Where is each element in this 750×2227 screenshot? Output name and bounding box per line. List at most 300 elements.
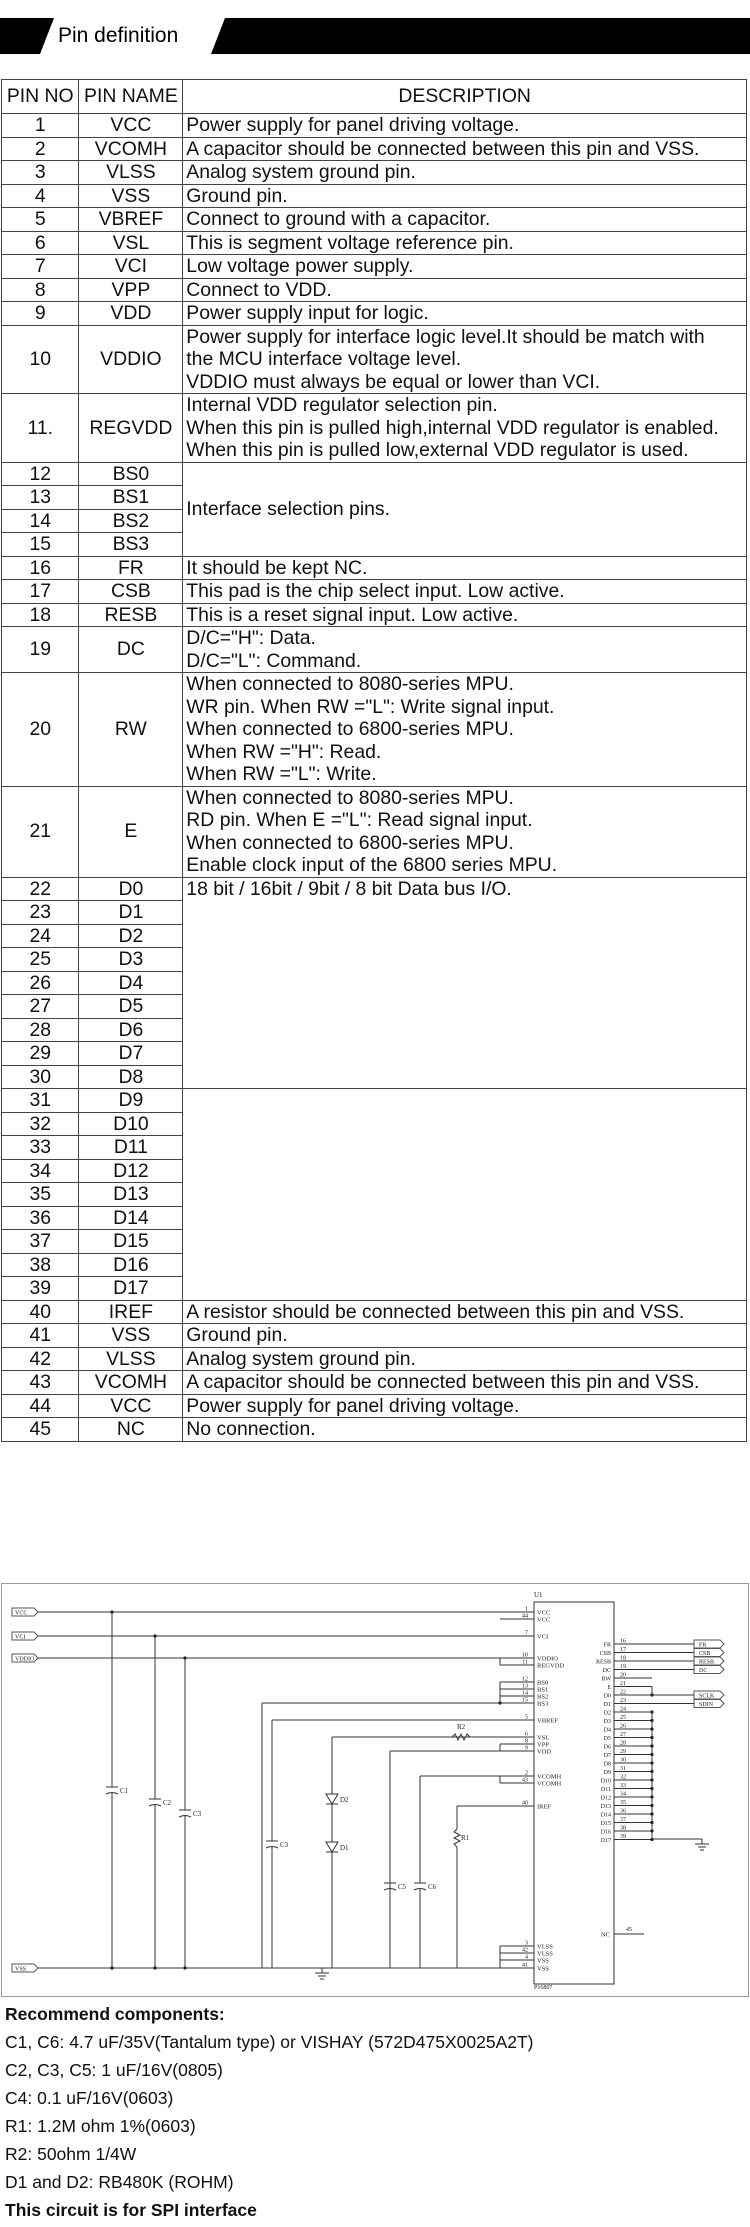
pin-name-label: VSS — [537, 1965, 549, 1973]
table-row — [2, 137, 747, 161]
resistor-label: R2 — [457, 1723, 466, 1731]
net-tag-label: VDDIO — [15, 1656, 35, 1663]
pin-number-cell: 8 — [2, 278, 79, 302]
pin-number-cell: 41 — [2, 1324, 79, 1348]
pin-name-cell: VSL — [79, 231, 183, 255]
pin-number-label: 21 — [620, 1681, 626, 1687]
pin-description-cell — [183, 1324, 747, 1348]
pin-name-label: D16 — [600, 1829, 611, 1836]
pin-number-cell: 17 — [2, 580, 79, 604]
pin-description-cell — [183, 877, 747, 1089]
pin-number-cell: 22 — [2, 877, 79, 901]
pin-number-label: 14 — [522, 1690, 528, 1697]
table-row — [2, 1418, 747, 1442]
pin-name-label: VLSS — [537, 1943, 553, 1951]
pin-description-cell — [183, 1418, 747, 1442]
pin-description-cell — [183, 1347, 747, 1371]
pin-number-label: 28 — [620, 1740, 626, 1747]
pin-name-label: D10 — [600, 1778, 611, 1785]
pin-name-cell: VBREF — [79, 208, 183, 232]
description-line: Power supply for panel driving voltage. — [186, 114, 520, 136]
pin-number-label: 20 — [620, 1672, 626, 1679]
pin-name-label: D4 — [603, 1727, 611, 1734]
pin-number-label: 18 — [620, 1655, 626, 1662]
pin-number-cell: 32 — [2, 1112, 79, 1136]
pin-number-label: 42 — [522, 1947, 528, 1954]
pin-name-label: BS2 — [537, 1693, 549, 1701]
description-line: When connected to 8080-series MPU. — [186, 673, 514, 695]
pin-number-label: 13 — [522, 1683, 528, 1690]
pin-number-label: 19 — [620, 1664, 626, 1670]
description-line: Interface selection pins. — [186, 497, 391, 520]
junction-dot — [650, 1787, 653, 1790]
pin-number-label: 30 — [620, 1757, 626, 1764]
pin-name-label: D12 — [600, 1795, 611, 1802]
description-line: Power supply for panel driving voltage. — [186, 1394, 520, 1417]
pin-number-label: 7 — [525, 1630, 528, 1637]
description-line: When RW ="L": Write. — [186, 763, 377, 785]
column-header-description: DESCRIPTION — [183, 80, 747, 114]
pin-number-cell: 19 — [2, 627, 79, 673]
table-row — [2, 325, 747, 394]
circuit-schematic — [2, 1584, 748, 1996]
pin-number-label: 23 — [620, 1698, 626, 1704]
description-line: When connected to 8080-series MPU. — [186, 786, 514, 809]
pin-number-label: 43 — [522, 1777, 528, 1784]
table-header-row — [2, 80, 747, 114]
table-row — [2, 877, 747, 901]
column-header-pin-name: PIN NAME — [79, 80, 183, 114]
pin-description-cell — [183, 184, 747, 208]
pin-number-cell: 20 — [2, 673, 79, 787]
pin-number-cell: 11. — [2, 394, 79, 463]
table-row — [2, 208, 747, 232]
pin-name-label: VSS — [537, 1957, 549, 1965]
pin-name-cell: VCOMH — [79, 137, 183, 161]
table-row — [2, 114, 747, 138]
pin-number-label: 15 — [522, 1697, 528, 1704]
pin-number-cell: 28 — [2, 1018, 79, 1042]
chip-reference: U1 — [534, 1591, 543, 1599]
pin-description-cell — [183, 556, 747, 580]
pin-number-cell: 21 — [2, 786, 79, 877]
pin-name-cell: BS2 — [79, 509, 183, 533]
diode-label: D1 — [340, 1844, 349, 1852]
pin-name-cell: VSS — [79, 1324, 183, 1348]
pin-number-cell: 5 — [2, 208, 79, 232]
junction-dot — [110, 1610, 113, 1613]
net-tag-label: VCI — [15, 1634, 26, 1641]
net-tag-label: SDIN — [699, 1702, 714, 1708]
net-tag-label: VCC — [15, 1610, 28, 1617]
pin-name-cell: D15 — [79, 1230, 183, 1254]
pin-number-cell: 7 — [2, 255, 79, 279]
table-row — [2, 1300, 747, 1324]
junction-dot — [183, 1656, 186, 1659]
pin-name-cell: D8 — [79, 1065, 183, 1089]
pin-name-cell: D6 — [79, 1018, 183, 1042]
table-row — [2, 255, 747, 279]
pin-name-cell: RESB — [79, 603, 183, 627]
pin-name-label: D5 — [603, 1736, 611, 1742]
pin-name-label: D7 — [603, 1753, 611, 1759]
description-line: RD pin. When E ="L": Read signal input. — [186, 809, 533, 831]
description-line: A capacitor should be connected between this pin and VSS. — [186, 1371, 700, 1393]
resistor-r1 — [454, 1829, 460, 1847]
pin-number-label: 6 — [525, 1731, 528, 1738]
pin-name-label: D9 — [603, 1770, 611, 1776]
pin-number-cell: 34 — [2, 1159, 79, 1183]
pin-name-label: VDD — [537, 1748, 552, 1756]
pin-number-label: 11 — [522, 1659, 528, 1666]
pin-name-label: VCC — [537, 1616, 551, 1624]
pin-name-cell: D11 — [79, 1136, 183, 1160]
pin-number-cell: 12 — [2, 462, 79, 486]
pin-name-label: D6 — [603, 1744, 611, 1751]
pin-name-cell: D17 — [79, 1277, 183, 1301]
junction-dot — [650, 1778, 653, 1781]
pin-description-cell — [183, 1089, 747, 1301]
pin-description-cell — [183, 673, 747, 787]
diode-d2 — [326, 1794, 338, 1804]
pin-description-cell — [183, 302, 747, 326]
pin-name-cell: D9 — [79, 1089, 183, 1113]
pin-number-cell: 15 — [2, 533, 79, 557]
description-line: When this pin is pulled high,internal VDD regulator is enabled. — [186, 416, 719, 439]
pin-name-label: D13 — [600, 1804, 611, 1810]
pin-number-cell: 40 — [2, 1300, 79, 1324]
description-line: D/C="L": Command. — [186, 649, 362, 672]
net-tag-label: CSB — [699, 1651, 711, 1657]
table-row — [2, 1371, 747, 1395]
pin-name-label: NC — [600, 1931, 610, 1939]
description-line: D/C="H": Data. — [186, 627, 316, 649]
component-note: C1, C6: 4.7 uF/35V(Tantalum type) or VISHAY (572D475X0025A2T) — [5, 2032, 534, 2052]
junction-dot — [650, 1804, 653, 1807]
description-line: Connect to ground with a capacitor. — [186, 208, 491, 230]
table-row — [2, 1347, 747, 1371]
pin-number-cell: 1 — [2, 114, 79, 138]
pin-number-cell: 39 — [2, 1277, 79, 1301]
pin-name-cell: BS0 — [79, 462, 183, 486]
description-line: It should be kept NC. — [186, 556, 368, 579]
pin-description-cell — [183, 231, 747, 255]
column-header-pin-no: PIN NO — [2, 80, 79, 114]
junction-dot — [650, 1838, 653, 1841]
pin-number-label: 40 — [522, 1800, 528, 1807]
description-line: When this pin is pulled low,external VDD regulator is used. — [186, 439, 689, 461]
pin-number-label: 3 — [525, 1940, 528, 1947]
junction-dot — [650, 1770, 653, 1773]
pin-number-cell: 14 — [2, 509, 79, 533]
pin-number-cell: 45 — [2, 1418, 79, 1442]
pin-name-label: VPP — [537, 1741, 549, 1749]
description-line: the MCU interface voltage level. — [186, 348, 462, 370]
pin-number-cell: 38 — [2, 1253, 79, 1277]
pin-description-cell — [183, 1394, 747, 1418]
pin-number-cell: 9 — [2, 302, 79, 326]
pin-name-cell: E — [79, 786, 183, 877]
pin-number-label: 26 — [620, 1723, 626, 1730]
description-line: Power supply for interface logic level.It should be match with — [186, 325, 705, 348]
pin-number-label: 27 — [620, 1732, 626, 1738]
pin-description-cell — [183, 394, 747, 463]
junction-dot — [650, 1761, 653, 1764]
table-row — [2, 1324, 747, 1348]
table-row — [2, 603, 747, 627]
pin-number-cell: 36 — [2, 1206, 79, 1230]
description-line: A capacitor should be connected between this pin and VSS. — [186, 137, 700, 160]
table-row — [2, 1394, 747, 1418]
pin-name-label: D11 — [600, 1787, 611, 1793]
pin-description-cell — [183, 137, 747, 161]
pin-number-cell: 10 — [2, 325, 79, 394]
pin-number-label: 9 — [525, 1745, 528, 1752]
pin-number-cell: 29 — [2, 1042, 79, 1066]
net-tag-label: VSS — [15, 1966, 27, 1973]
net-tag-label: FR — [699, 1642, 707, 1649]
pin-name-cell: REGVDD — [79, 394, 183, 463]
pin-name-cell: D3 — [79, 948, 183, 972]
table-row — [2, 580, 747, 604]
pin-number-label: 39 — [620, 1834, 626, 1840]
description-line: WR pin. When RW ="L": Write signal input. — [186, 695, 555, 718]
pin-name-cell: D12 — [79, 1159, 183, 1183]
pin-description-cell — [183, 462, 747, 556]
description-line: Connect to VDD. — [186, 278, 332, 301]
pin-name-cell: D1 — [79, 901, 183, 925]
pin-description-cell — [183, 255, 747, 279]
pin-name-label: D8 — [603, 1761, 611, 1768]
pin-number-label: 44 — [522, 1613, 528, 1620]
application-circuit — [1, 1583, 749, 1997]
pin-description-cell — [183, 786, 747, 877]
pin-description-cell — [183, 278, 747, 302]
pin-name-cell: D10 — [79, 1112, 183, 1136]
pin-name-cell: VCI — [79, 255, 183, 279]
description-line: No connection. — [186, 1418, 316, 1440]
pin-name-label: VCOMH — [537, 1780, 562, 1788]
pin-name-label: D0 — [603, 1693, 611, 1700]
table-row — [2, 231, 747, 255]
pin-name-cell: BS1 — [79, 486, 183, 510]
pin-name-cell: D5 — [79, 995, 183, 1019]
pin-number-cell: 31 — [2, 1089, 79, 1113]
pin-name-cell: CSB — [79, 580, 183, 604]
pin-name-label: VBREF — [537, 1717, 558, 1725]
pin-name-cell: VSS — [79, 184, 183, 208]
component-note: C2, C3, C5: 1 uF/16V(0805) — [5, 2060, 223, 2080]
pin-name-label: D17 — [600, 1838, 611, 1844]
pin-number-cell: 37 — [2, 1230, 79, 1254]
pin-name-label: REGVDD — [537, 1662, 565, 1670]
description-line: Ground pin. — [186, 1324, 288, 1346]
pin-number-cell: 44 — [2, 1394, 79, 1418]
description-line: This pad is the chip select input. Low active. — [186, 580, 565, 602]
pin-name-label: BS0 — [537, 1679, 549, 1687]
pin-number-label: 4 — [525, 1954, 528, 1961]
junction-dot — [650, 1719, 653, 1722]
pin-number-label: 38 — [620, 1825, 626, 1832]
pin-description-cell — [183, 627, 747, 673]
pin-name-cell: D0 — [79, 877, 183, 901]
description-line: Analog system ground pin. — [186, 161, 416, 183]
component-note: D1 and D2: RB480K (ROHM) — [5, 2172, 234, 2192]
capacitor-label: C3 — [193, 1810, 202, 1818]
pin-number-label: 31 — [620, 1766, 626, 1772]
pin-name-label: D3 — [603, 1719, 611, 1725]
junction-dot — [650, 1727, 653, 1730]
pin-number-cell: 3 — [2, 161, 79, 185]
pin-number-label: 25 — [620, 1715, 626, 1721]
pin-number-cell: 2 — [2, 137, 79, 161]
pin-number-label: 35 — [620, 1800, 626, 1806]
table-row — [2, 302, 747, 326]
pin-description-cell — [183, 114, 747, 138]
pin-number-label: 36 — [620, 1808, 626, 1815]
table-row — [2, 278, 747, 302]
junction-dot — [110, 1966, 113, 1969]
junction-dot — [650, 1795, 653, 1798]
pin-number-cell: 30 — [2, 1065, 79, 1089]
component-note: R2: 50ohm 1/4W — [5, 2144, 137, 2164]
pin-name-cell: VCOMH — [79, 1371, 183, 1395]
pin-name-cell: D14 — [79, 1206, 183, 1230]
pin-name-label: VLSS — [537, 1950, 553, 1958]
table-row — [2, 462, 747, 486]
pin-name-cell: VPP — [79, 278, 183, 302]
pin-name-cell: FR — [79, 556, 183, 580]
table-row — [2, 673, 747, 787]
pin-name-cell: IREF — [79, 1300, 183, 1324]
resistor-label: R1 — [461, 1834, 470, 1842]
description-line: This is a reset signal input. Low active. — [186, 603, 519, 626]
pin-name-label: RW — [601, 1676, 611, 1683]
table-row — [2, 1089, 747, 1113]
junction-dot — [650, 1736, 653, 1739]
pin-number-label: 2 — [525, 1770, 528, 1777]
chip-part-number: P16807 — [534, 1985, 553, 1991]
diode-d1 — [326, 1842, 338, 1852]
pin-description-cell — [183, 603, 747, 627]
pin-number-cell: 18 — [2, 603, 79, 627]
table-row — [2, 786, 747, 877]
capacitor-label: C3 — [280, 1841, 289, 1849]
pin-name-label: BS1 — [537, 1686, 549, 1694]
pin-number-label: 32 — [620, 1774, 626, 1781]
junction-dot — [650, 1812, 653, 1815]
pin-name-cell: VDD — [79, 302, 183, 326]
pin-name-label: VCC — [537, 1609, 551, 1617]
pin-name-label: FR — [603, 1642, 611, 1649]
description-line: When RW ="H": Read. — [186, 740, 382, 763]
pin-name-label: BS3 — [537, 1700, 549, 1708]
junction-dot — [153, 1966, 156, 1969]
junction-dot — [183, 1966, 186, 1969]
pin-number-cell: 25 — [2, 948, 79, 972]
pin-name-cell: DC — [79, 627, 183, 673]
pin-description-cell — [183, 161, 747, 185]
pin-name-cell: D4 — [79, 971, 183, 995]
table-row — [2, 161, 747, 185]
junction-dot — [650, 1821, 653, 1824]
description-line: Power supply input for logic. — [186, 302, 429, 324]
pin-name-label: D2 — [603, 1710, 611, 1717]
description-line: Internal VDD regulator selection pin. — [186, 394, 498, 416]
pin-number-cell: 13 — [2, 486, 79, 510]
section-header — [0, 18, 750, 54]
pin-description-cell — [183, 580, 747, 604]
net-tag-label: RESB — [699, 1659, 715, 1666]
pin-name-label: VDDIO — [537, 1655, 558, 1663]
pin-definition-table — [1, 79, 747, 1442]
pin-number-label: 10 — [522, 1652, 528, 1659]
pin-number-label: 29 — [620, 1749, 626, 1755]
pin-name-cell: RW — [79, 673, 183, 787]
junction-dot — [153, 1634, 156, 1637]
pin-name-label: RESB — [595, 1659, 611, 1666]
notes-footer: This circuit is for SPI interface — [5, 2200, 257, 2220]
pin-name-cell: VLSS — [79, 1347, 183, 1371]
pin-number-cell: 4 — [2, 184, 79, 208]
pin-number-label: 45 — [626, 1927, 632, 1933]
pin-number-cell: 42 — [2, 1347, 79, 1371]
description-line: Analog system ground pin. — [186, 1347, 416, 1370]
table-row — [2, 627, 747, 673]
description-line: This is segment voltage reference pin. — [186, 231, 514, 254]
pin-description-cell — [183, 1300, 747, 1324]
notes-heading: Recommend components: — [5, 2004, 225, 2024]
pin-name-cell: BS3 — [79, 533, 183, 557]
pin-name-label: IREF — [537, 1803, 552, 1811]
description-line: Enable clock input of the 6800 series MPU. — [186, 854, 558, 876]
description-line: VDDIO must always be equal or lower than VCI. — [186, 370, 601, 393]
pin-description-cell — [183, 1371, 747, 1395]
pin-name-cell: D16 — [79, 1253, 183, 1277]
pin-name-cell: D2 — [79, 924, 183, 948]
pin-number-cell: 27 — [2, 995, 79, 1019]
pin-name-label: DC — [602, 1668, 611, 1674]
junction-dot — [650, 1753, 653, 1756]
pin-number-label: 33 — [620, 1783, 626, 1789]
pin-number-label: 12 — [522, 1676, 528, 1683]
pin-description-cell — [183, 208, 747, 232]
component-note: R1: 1.2M ohm 1%(0603) — [5, 2116, 196, 2136]
capacitor-label: C2 — [163, 1799, 172, 1807]
table-row — [2, 184, 747, 208]
pin-name-cell: VLSS — [79, 161, 183, 185]
pin-number-cell: 26 — [2, 971, 79, 995]
pin-number-label: 16 — [620, 1638, 626, 1645]
junction-dot — [650, 1710, 653, 1713]
description-line: A resistor should be connected between this pin and VSS. — [186, 1300, 685, 1323]
diode-label: D2 — [340, 1796, 349, 1804]
pin-number-cell: 35 — [2, 1183, 79, 1207]
pin-number-cell: 24 — [2, 924, 79, 948]
pin-name-label: VCOMH — [537, 1773, 562, 1781]
section-title: Pin definition — [58, 24, 179, 47]
description-line: 18 bit / 16bit / 9bit / 8 bit Data bus I/O. — [186, 877, 512, 900]
pin-name-label: D15 — [600, 1821, 611, 1827]
pin-number-cell: 23 — [2, 901, 79, 925]
pin-number-cell: 33 — [2, 1136, 79, 1160]
pin-number-cell: 43 — [2, 1371, 79, 1395]
pin-number-label: 22 — [620, 1689, 626, 1696]
pin-number-label: 37 — [620, 1817, 626, 1823]
pin-name-label: CSB — [599, 1651, 611, 1657]
pin-name-cell: D13 — [79, 1183, 183, 1207]
net-tag-label: SCLK — [699, 1693, 715, 1700]
